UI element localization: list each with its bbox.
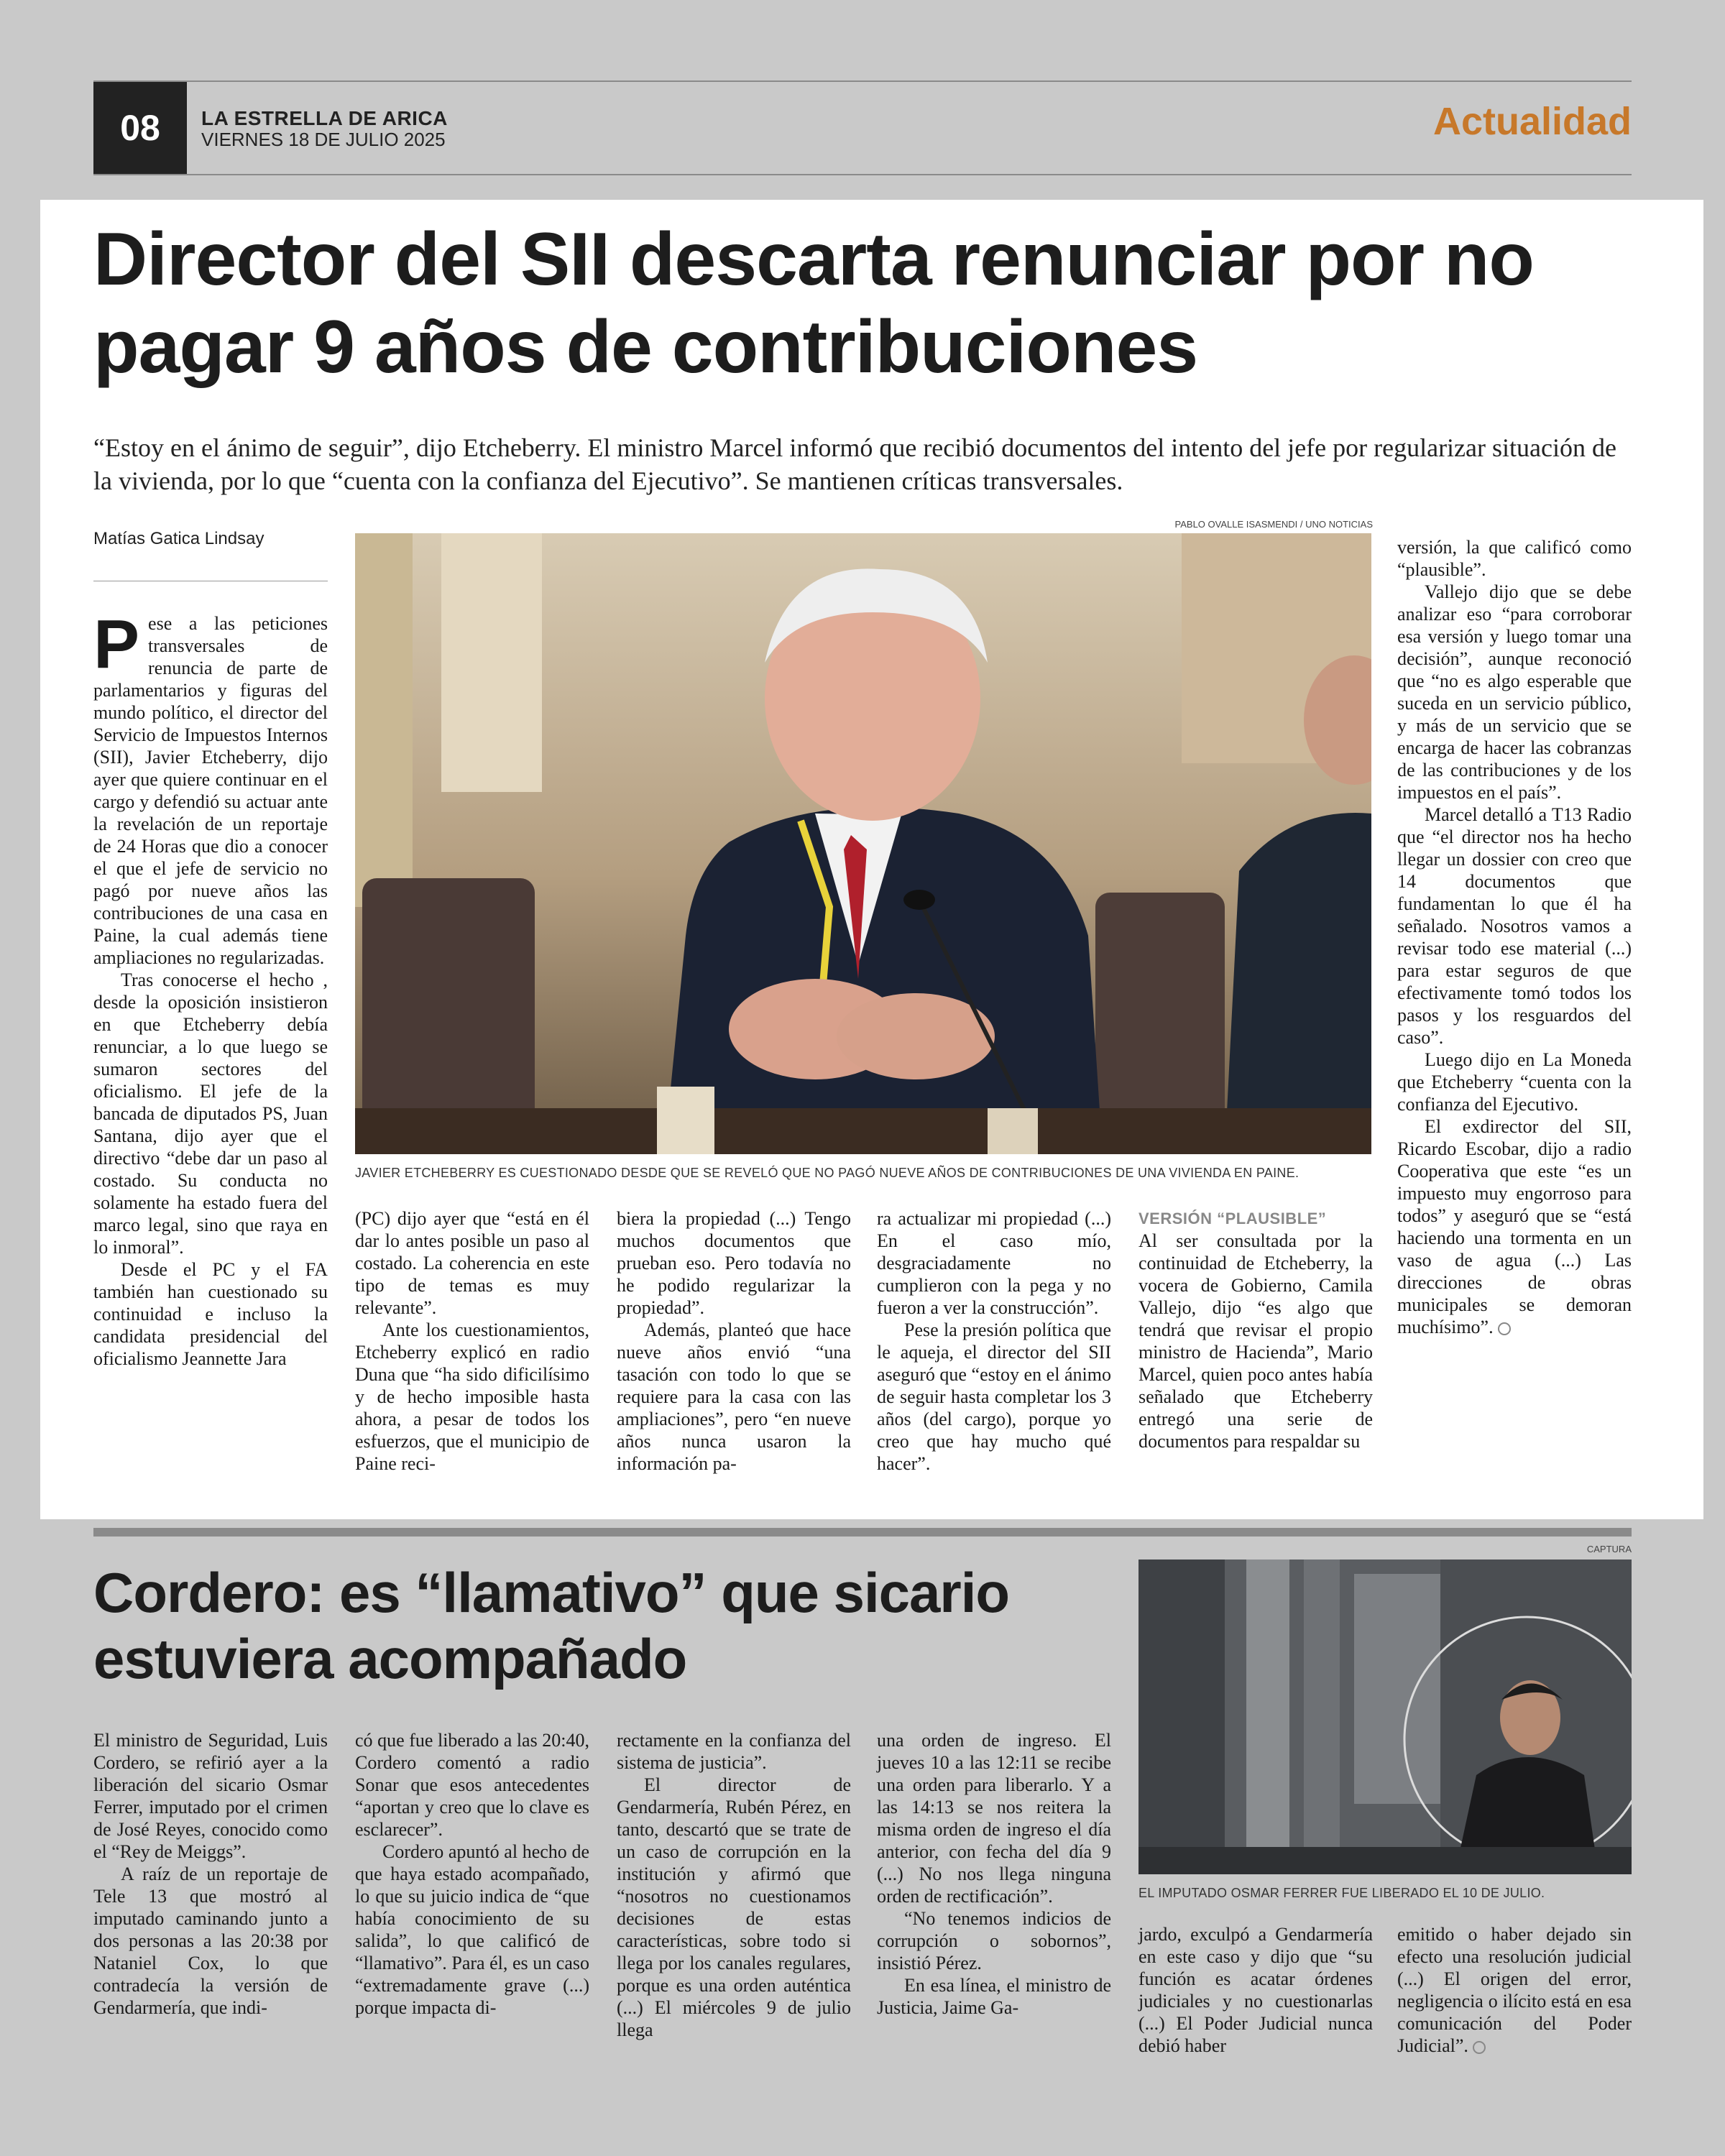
body-paragraph: Al ser consultada por la continuidad de Etcheberry, la vocera de Gobierno, Camila Vallejo, dijo “es algo que tendrá que revisar el propio ministro de Hacienda”, Mario Marcel, quien poco antes había señalado que Etcheberry entregó una serie de documentos para respaldar su — [1138, 1230, 1373, 1452]
photo-illustration — [355, 533, 1371, 1154]
body-paragraph: El exdirector del SII, Ricardo Escobar, dijo a radio Cooperativa que este “es un impuesto muy engorroso para todos” y aseguró que se “está haciendo una tormenta en un vaso de agua (...) Las direcciones de obras municipales se demoran muchísimo”. — [1397, 1116, 1632, 1337]
second-photo-caption: EL IMPUTADO OSMAR FERRER FUE LIBERADO EL 10 DE JULIO. — [1138, 1886, 1545, 1900]
publication-date: VIERNES 18 DE JULIO 2025 — [201, 129, 446, 150]
body-paragraph: Además, planteó que hace nueve años envió “una tasación con todo lo que se requiere para la casa con las ampliaciones”, pero “en nueve años nunca usaron la información pa- — [617, 1319, 851, 1474]
subhead: VERSIÓN “PLAUSIBLE” — [1138, 1210, 1327, 1227]
second-body-column-3 — [617, 1729, 851, 2041]
body-paragraph: versión, la que calificó como “plausible”. — [1397, 537, 1632, 580]
body-paragraph: biera la propiedad (...) Tengo muchos documentos que prueban eso. Pero todavía no he podido regularizar la propiedad”. — [617, 1208, 851, 1318]
second-body-column-1 — [93, 1729, 328, 2019]
body-paragraph: rectamente en la confianza del sistema de justicia”. — [617, 1730, 851, 1773]
page-number: 08 — [93, 82, 187, 174]
byline: Matías Gatica Lindsay — [93, 529, 264, 548]
second-photo-credit: CAPTURA — [1586, 1544, 1632, 1554]
body-paragraph: Marcel detalló a T13 Radio que “el director nos ha hecho llegar un dossier con creo que 14 documentos que fundamentan lo que él ha señalado. Nosotros vamos a revisar todo ese material (...) para estar seguros de que efectivamente tomó todos los pasos y los resguardos del caso”. — [1397, 804, 1632, 1048]
second-body-column-6 — [1397, 1923, 1632, 2057]
body-column-1 — [93, 606, 328, 1370]
body-paragraph: Vallejo dijo que se debe analizar eso “para corroborar esa versión y luego tomar una decisión”, aunque reconoció que “no es algo esperable que suceda en un servicio público, y más de un servicio que se encarga de hacer las cobranzas de las contribuciones y de los impuestos en el país”. — [1397, 581, 1632, 803]
photo-credit: PABLO OVALLE ISASMENDI / UNO NOTICIAS — [1174, 519, 1373, 530]
body-paragraph: jardo, exculpó a Gendarmería en este caso y dijo que “su función es acatar órdenes judiciales y no cuestionarlas (...) El Poder Judicial nunca debió haber — [1138, 1924, 1373, 2056]
body-column-4 — [877, 1207, 1111, 1475]
body-paragraph: En esa línea, el ministro de Justicia, Jaime Ga- — [877, 1975, 1111, 2018]
drop-cap: P — [93, 606, 140, 683]
article-divider — [93, 1528, 1632, 1537]
second-article-title: Cordero: es “llamativo” que sicario estuviera acompañado — [93, 1561, 1010, 1690]
body-paragraph: Pese a las peticiones transversales de renuncia de parte de parlamentarios y figuras del mundo político, el director del Servicio de Impuestos Internos (SII), Javier Etcheberry, dijo ayer que quiere continuar en el cargo y defendió su actuar ante la revelación de un reportaje de 24 Horas que dio a conocer el que el jefe de servicio no pagó por nueve años las contribuciones de una casa en Paine, la cual además tiene ampliaciones no regularizadas. — [93, 606, 328, 968]
body-paragraph: Ante los cuestionamientos, Etcheberry explicó en radio Duna que “ha sido dificilísimo y de hecho imposible hasta ahora, a pesar de todos los esfuerzos, que el municipio de Paine reci- — [355, 1319, 589, 1474]
body-paragraph: có que fue liberado a las 20:40, Cordero comentó a radio Sonar que esos antecedentes “aportan y creo que lo clave es esclarecer”. — [355, 1730, 589, 1840]
body-paragraph: Luego dijo en La Moneda que Etcheberry “cuenta con la confianza del Ejecutivo. — [1397, 1049, 1632, 1115]
publication-name: LA ESTRELLA DE ARICA — [201, 107, 448, 129]
body-paragraph: emitido o haber dejado sin efecto una resolución judicial (...) El origen del error, negligencia o ilícito está en esa comunicación del Poder Judicial”. — [1397, 1924, 1632, 2056]
second-body-column-2 — [355, 1729, 589, 2019]
header-rule — [93, 174, 1632, 175]
second-article-photo — [1138, 1560, 1632, 1874]
body-column-3 — [617, 1207, 851, 1475]
article-title: Director del SII descarta renunciar por no pagar 9 años de contribuciones — [93, 218, 1534, 389]
body-paragraph: Cordero apuntó al hecho de que haya estado acompañado, lo que su juicio indica de “que había conocimiento de su salida”, lo que calificó de “llamativo”. Para él, es un caso “extremadamente grave (...) porque impacta di- — [355, 1841, 589, 2018]
top-rule — [93, 80, 1632, 82]
article-photo — [355, 533, 1371, 1154]
end-mark-icon — [1473, 2041, 1486, 2054]
body-paragraph: Pese la presión política que le aqueja, el director del SII aseguró que “estoy en el ánimo de seguir hasta completar los 3 años (del cargo), porque yo creo que hay mucho qué hacer”. — [877, 1319, 1111, 1474]
body-paragraph: Desde el PC y el FA también han cuestionado su continuidad e incluso la candidata presidencial del oficialismo Jeannette Jara — [93, 1259, 328, 1369]
masthead — [201, 108, 448, 149]
body-paragraph: A raíz de un reportaje de Tele 13 que mostró al imputado caminando junto a dos personas a las 20:38 por Nataniel Cox, lo que contradecía la versión de Gendarmería, que indi- — [93, 1864, 328, 2018]
photo-caption: JAVIER ETCHEBERRY ES CUESTIONADO DESDE QUE SE REVELÓ QUE NO PAGÓ NUEVE AÑOS DE CONTRIBUCIONES DE UNA VIVIENDA EN PAINE. — [355, 1166, 1300, 1180]
body-paragraph: (PC) dijo ayer que “está en él dar lo antes posible un paso al costado. La coherencia en este tipo de temas es muy relevante”. — [355, 1208, 589, 1318]
body-paragraph: El director de Gendarmería, Rubén Pérez, en tanto, descartó que se trate de un caso de corrupción en la institución y afirmó que “nosotros no cuestionamos decisiones de estas características, sobre todo si llega por los canales regulares, porque es una orden auténtica (...) El miércoles 9 de julio llega — [617, 1774, 851, 2040]
body-column-5 — [1138, 1207, 1373, 1452]
body-column-2 — [355, 1207, 589, 1475]
body-paragraph: ra actualizar mi propiedad (...) En el caso mío, desgraciadamente no cumplieron con la pega y no fueron a ver la construcción”. — [877, 1208, 1111, 1318]
body-paragraph: una orden de ingreso. El jueves 10 a las 12:11 se recibe una orden para liberarlo. Y a las 14:13 se nos reitera la misma orden de ingreso el día anterior, con fecha del día 9 (...) No nos llega ninguna orden de rectificación”. — [877, 1730, 1111, 1907]
section-label: Actualidad — [1432, 100, 1632, 143]
end-mark-icon — [1498, 1322, 1511, 1335]
body-column-6 — [1397, 536, 1632, 1338]
article-deck: “Estoy en el ánimo de seguir”, dijo Etcheberry. El ministro Marcel informó que recibió documentos del intento del jefe por regularizar situación de la vivienda, por lo que “cuenta con la confianza del Ejecutivo”. Se mantienen críticas transversales. — [93, 433, 1616, 495]
cctv-photo-illustration — [1138, 1560, 1632, 1874]
second-body-column-4 — [877, 1729, 1111, 2019]
body-paragraph: Tras conocerse el hecho , desde la oposición insistieron en que Etcheberry debía renunciar, a lo que luego se sumaron sectores del oficialismo. El jefe de la bancada de diputados PS, Juan Santana, dijo ayer que el directivo “debe dar un paso al costado. Su conducta no solamente ha estado fuera del marco legal, sino que raya en lo inmoral”. — [93, 969, 328, 1258]
body-paragraph: “No tenemos indicios de corrupción o sobornos”, insistió Pérez. — [877, 1908, 1111, 1973]
body-paragraph: El ministro de Seguridad, Luis Cordero, se refirió ayer a la liberación del sicario Osmar Ferrer, imputado por el crimen de José Reyes, conocido como el “Rey de Meiggs”. — [93, 1730, 328, 1862]
second-body-column-5 — [1138, 1923, 1373, 2057]
